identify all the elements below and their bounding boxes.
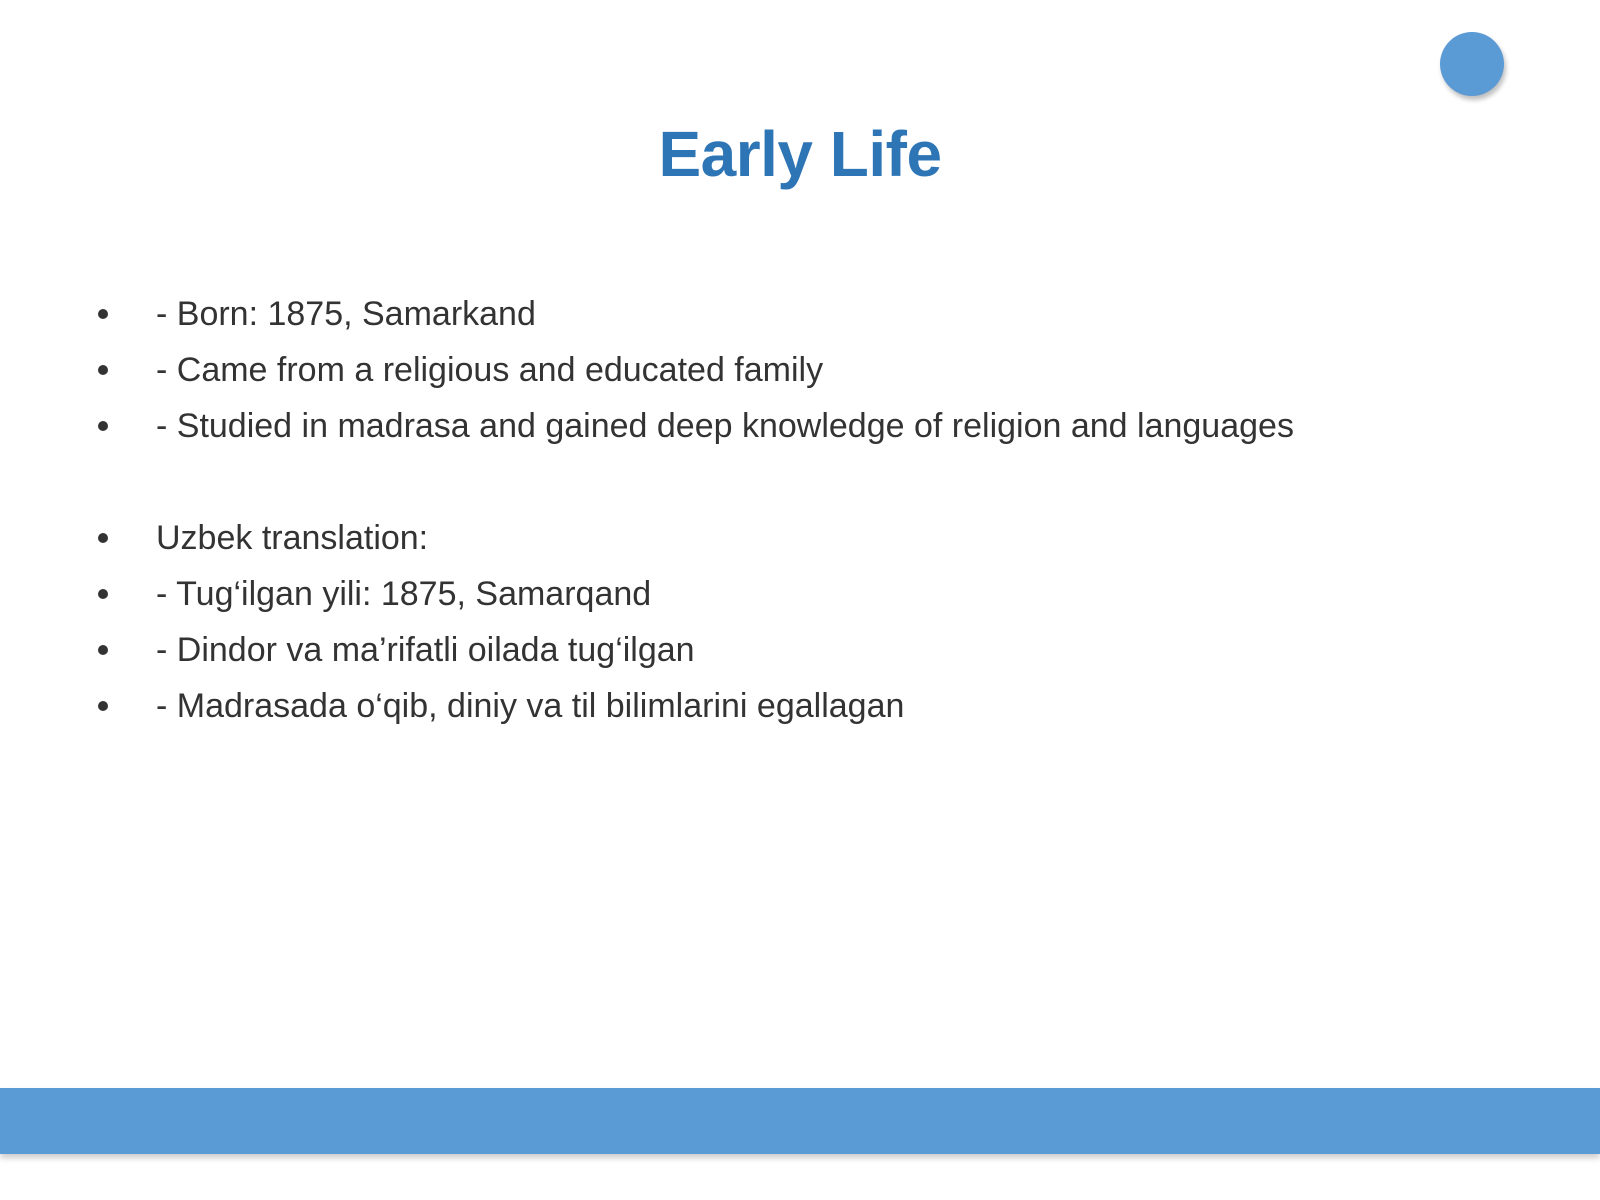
bullet-dot-icon xyxy=(98,421,108,431)
bullet-item xyxy=(90,622,1510,678)
bullet-dot-icon xyxy=(98,309,108,319)
bullet-text: - Madrasada o‘qib, diniy va til bilimlarini egallagan xyxy=(156,687,905,725)
bullet-text: - Tug‘ilgan yili: 1875, Samarqand xyxy=(156,575,652,613)
bullet-dot-icon xyxy=(98,365,108,375)
footer-accent-bar xyxy=(0,1088,1600,1154)
bullet-item xyxy=(90,286,1510,342)
slide-title: Early Life xyxy=(658,118,942,190)
bullet-dot-icon xyxy=(98,701,108,711)
bullet-item xyxy=(90,566,1510,622)
accent-circle-decoration xyxy=(1440,32,1504,96)
bullet-text: Uzbek translation: xyxy=(156,519,429,557)
bullet-item xyxy=(90,342,1510,398)
bullet-text: - Studied in madrasa and gained deep knowledge of religion and languages xyxy=(156,407,1294,445)
bullet-list xyxy=(90,286,1510,734)
bullet-dot-icon xyxy=(98,533,108,543)
bullet-text: - Dindor va ma’rifatli oilada tug‘ilgan xyxy=(156,631,695,669)
bullet-dot-icon xyxy=(98,645,108,655)
bullet-text: - Born: 1875, Samarkand xyxy=(156,295,536,333)
bullet-item xyxy=(90,510,1510,566)
bullet-item xyxy=(90,678,1510,734)
bullet-text: - Came from a religious and educated family xyxy=(156,351,824,389)
bullet-dot-icon xyxy=(98,589,108,599)
bullet-item xyxy=(90,398,1510,454)
